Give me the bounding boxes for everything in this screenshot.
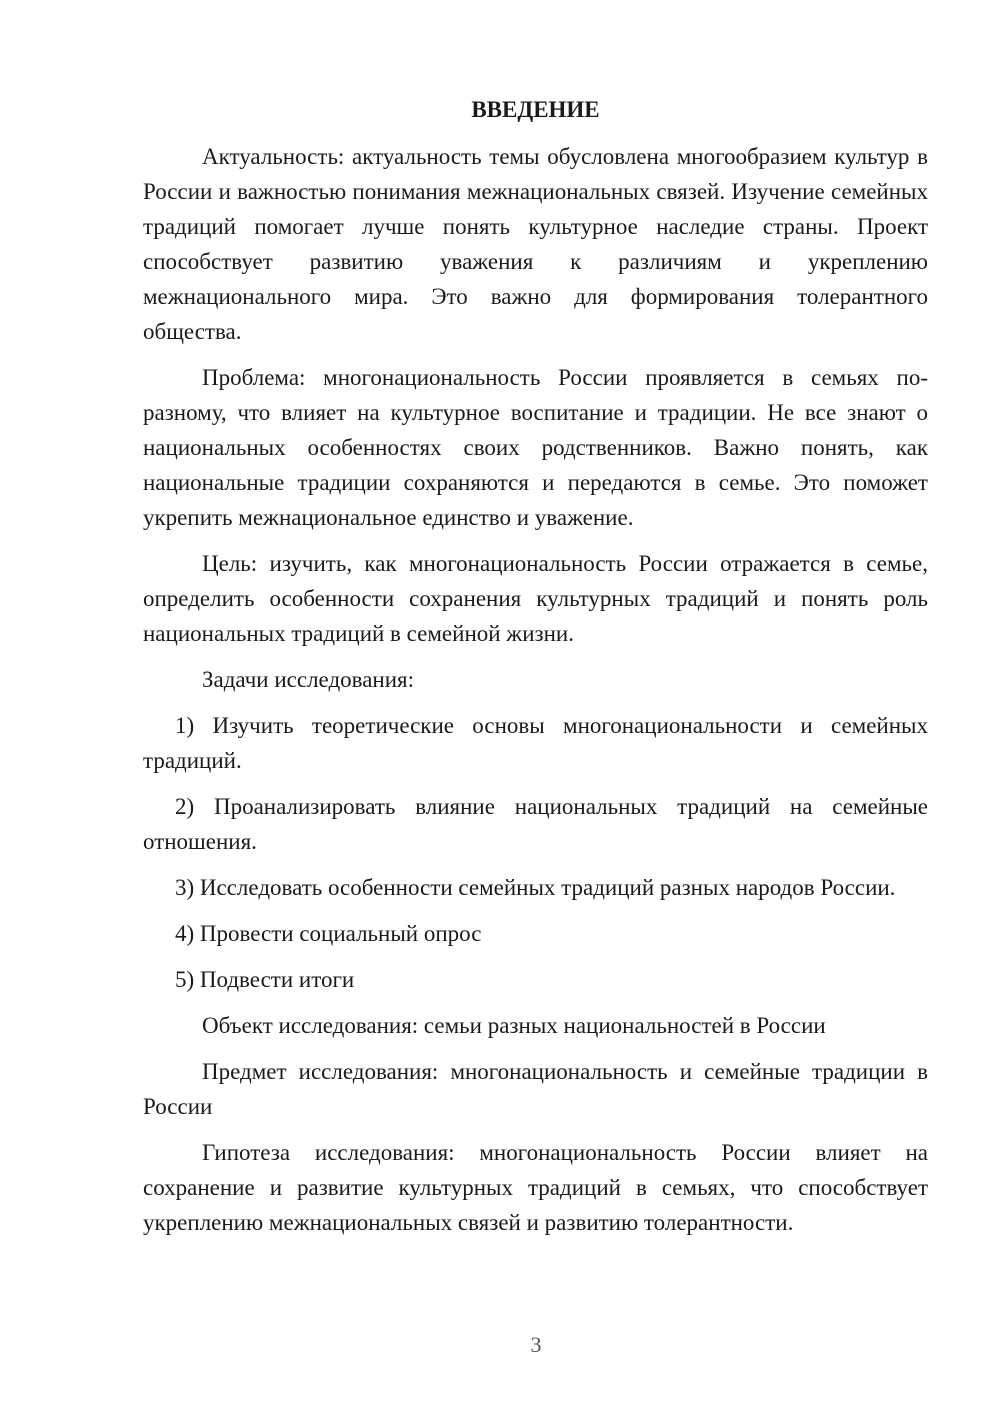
goal-paragraph: Цель: изучить, как многонациональность России отражается в семье, определить особенности сохранения культурных традиций и понять роль национальных традиций в семейной жизни.: [143, 551, 928, 646]
task-item-5: 5) Подвести итоги: [175, 967, 355, 992]
task-item-1: 1) Изучить теоретические основы многонациональности и семейных традиций.: [143, 713, 928, 773]
tasks-heading: Задачи исследования:: [202, 667, 415, 692]
hypothesis-paragraph: Гипотеза исследования: многонациональность России влияет на сохранение и развитие культурных традиций в семьях, что способствует укреплению межнациональных связей и развитию толерантности.: [143, 1140, 928, 1235]
task-item-2: 2) Проанализировать влияние национальных традиций на семейные отношения.: [143, 794, 928, 854]
relevance-paragraph: Актуальность: актуальность темы обусловлена многообразием культур в России и важностью понимания межнациональных связей. Изучение семейных традиций помогает лучше понять культурное наследие страны. Проект способствует развитию уважения к различиям и укреплению межнационального мира. Это важно для формирования толерантного общества.: [143, 144, 928, 344]
document-body: [143, 92, 928, 1251]
page-number: 3: [530, 1332, 542, 1357]
task-item-4: 4) Провести социальный опрос: [175, 921, 482, 946]
subject-paragraph: Предмет исследования: многонациональность и семейные традиции в России: [143, 1059, 928, 1119]
task-item-3: 3) Исследовать особенности семейных традиций разных народов России.: [175, 875, 896, 900]
problem-paragraph: Проблема: многонациональность России проявляется в семьях по-разному, что влияет на культурное воспитание и традиции. Не все знают о национальных особенностях своих родственников. Важно понять, как национальные традиции сохраняются и передаются в семье. Это поможет укрепить межнациональное единство и уважение.: [143, 365, 928, 530]
object-paragraph: Объект исследования: семьи разных национальностей в России: [202, 1013, 826, 1038]
section-title: ВВЕДЕНИЕ: [471, 97, 600, 122]
